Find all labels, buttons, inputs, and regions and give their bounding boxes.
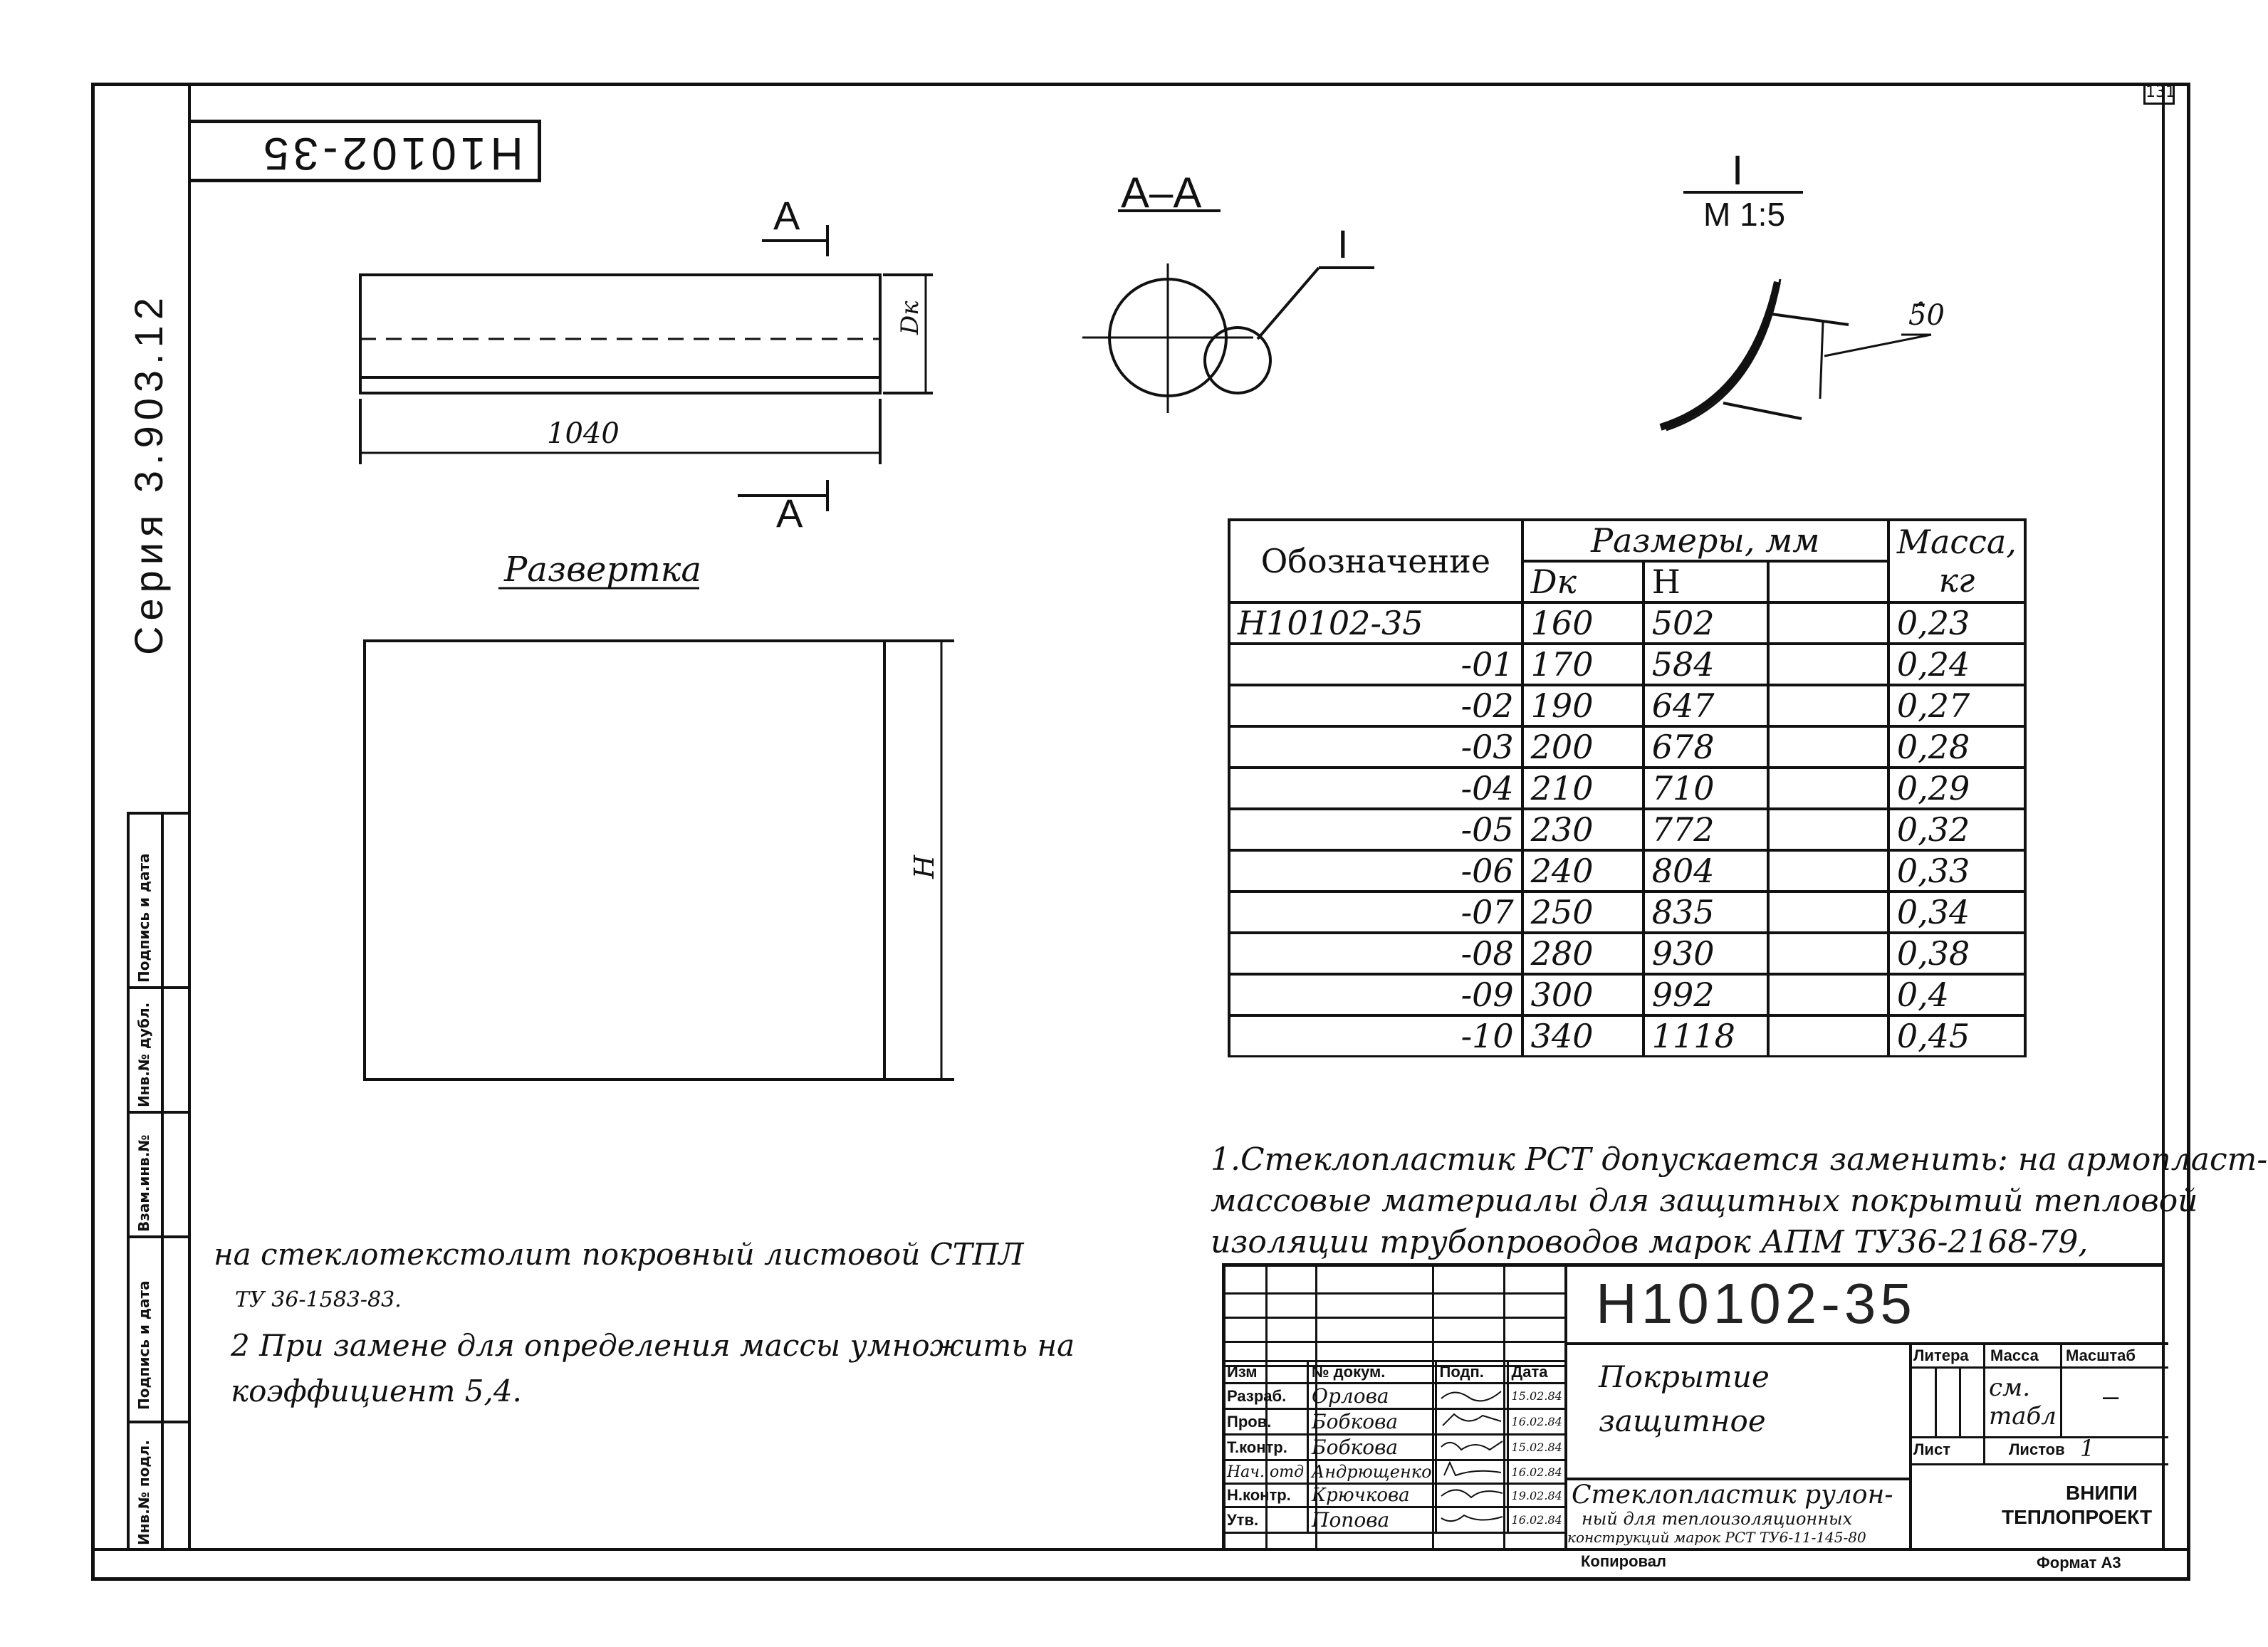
- title-mass: Масса: [1990, 1347, 2039, 1364]
- title-material-line3: конструкций марок РСТ ТУ6-11-145-80: [1567, 1529, 1866, 1546]
- row-designation: -01: [1229, 644, 1522, 685]
- row-empty: [1768, 726, 1888, 768]
- row-dk: 280: [1522, 933, 1643, 974]
- diameter-dimension: Dк: [896, 300, 924, 335]
- col-header-h: Н: [1643, 561, 1769, 602]
- sig-signature: [1436, 1484, 1507, 1507]
- sig-date: 15.02.84: [1507, 1384, 1566, 1409]
- title-litera: Литера: [1913, 1347, 1969, 1364]
- table-row: [1229, 809, 2025, 850]
- row-mass: 0,34: [1888, 892, 2025, 933]
- sig-name: Бобкова: [1308, 1435, 1436, 1460]
- title-org-line1: ВНИПИ: [2066, 1482, 2138, 1504]
- row-empty: [1768, 892, 1888, 933]
- section-mark-bottom: А: [776, 491, 803, 535]
- table-row: [1229, 850, 2025, 892]
- margin-label-inv-dubl: Инв.№ дубл.: [135, 1002, 152, 1107]
- row-mass: 0,24: [1888, 644, 2025, 685]
- col-header-mass: Масса, кг: [1888, 520, 2025, 602]
- row-mass: 0,28: [1888, 726, 2025, 768]
- table-row: [1229, 685, 2025, 726]
- height-dimension: Н: [909, 854, 940, 879]
- note1-line4: на стеклотекстолит покровный листовой СТПЛ: [214, 1237, 1024, 1272]
- sizes-table: [1228, 518, 2027, 1057]
- series-label: Серия 3.903.12: [126, 292, 171, 655]
- drawing-code-stamp: Н10102-35: [259, 128, 523, 179]
- signature-row: [1223, 1484, 1567, 1507]
- signature-scribble: [1440, 1510, 1504, 1527]
- title-name-line2: защитное: [1599, 1403, 1766, 1438]
- detail-mark: I: [1337, 221, 1349, 266]
- row-h: 710: [1643, 768, 1769, 809]
- row-h: 992: [1643, 974, 1769, 1015]
- table-row: [1229, 602, 2025, 644]
- row-empty: [1768, 1015, 1888, 1057]
- sig-role: Утв.: [1223, 1507, 1308, 1533]
- row-h: 772: [1643, 809, 1769, 850]
- row-empty: [1768, 974, 1888, 1015]
- copied-label: Копировал: [1581, 1552, 1667, 1570]
- table-row: [1229, 726, 2025, 768]
- signature-scribble: [1440, 1411, 1504, 1428]
- sig-signature: [1436, 1507, 1507, 1533]
- sig-date: 15.02.84: [1507, 1435, 1566, 1460]
- row-designation: -07: [1229, 892, 1522, 933]
- detail-thickness: 5̂0: [1908, 299, 1945, 332]
- row-mass: 0,33: [1888, 850, 2025, 892]
- row-empty: [1768, 809, 1888, 850]
- row-empty: [1768, 850, 1888, 892]
- signature-row: [1223, 1460, 1567, 1484]
- title-sheets-value: 1: [2080, 1435, 2095, 1462]
- sig-role: Н.контр.: [1223, 1484, 1308, 1507]
- sig-signature: [1436, 1409, 1507, 1435]
- col-header-designation: Обозначение: [1229, 520, 1522, 602]
- row-mass: 0,29: [1888, 768, 2025, 809]
- col-header-empty: [1768, 561, 1888, 602]
- row-empty: [1768, 768, 1888, 809]
- row-dk: 210: [1522, 768, 1643, 809]
- row-dk: 160: [1522, 602, 1643, 644]
- page-number: 131: [2146, 83, 2175, 101]
- hdr-date: Дата: [1507, 1361, 1566, 1384]
- margin-label-inv-podl: Инв.№ подл.: [135, 1440, 152, 1545]
- row-dk: 250: [1522, 892, 1643, 933]
- table-row: [1229, 974, 2025, 1015]
- row-designation: -03: [1229, 726, 1522, 768]
- length-dimension: 1040: [547, 417, 620, 450]
- title-material-line1: Стеклопластик рулон-: [1572, 1480, 1893, 1510]
- row-h: 584: [1643, 644, 1769, 685]
- row-dk: 300: [1522, 974, 1643, 1015]
- notes: [1211, 1139, 2267, 1263]
- sig-name: Андрющенко: [1308, 1460, 1436, 1484]
- detail-scale: М 1:5: [1703, 196, 1786, 233]
- section-mark-top: А: [773, 193, 800, 238]
- signature-scribble: [1440, 1437, 1504, 1454]
- row-mass: 0,4: [1888, 974, 2025, 1015]
- row-dk: 200: [1522, 726, 1643, 768]
- table-row: [1229, 1015, 2025, 1057]
- sig-role: Разраб.: [1223, 1384, 1308, 1409]
- table-row: [1229, 892, 2025, 933]
- table-row: [1229, 933, 2025, 974]
- margin-label-sign-date-2: Подпись и дата: [135, 853, 152, 983]
- sig-signature: [1436, 1384, 1507, 1409]
- signature-row: [1223, 1384, 1567, 1409]
- note1-line2: массовые материалы для защитных покрытий тепловой: [1211, 1183, 2198, 1219]
- development-label: Развертка: [504, 550, 701, 590]
- row-h: 1118: [1643, 1015, 1769, 1057]
- row-designation: -06: [1229, 850, 1522, 892]
- sig-date: 16.02.84: [1507, 1507, 1566, 1533]
- development-sheet: [365, 641, 884, 1079]
- col-header-dimensions: Размеры, мм: [1522, 520, 1888, 561]
- section-view-label: А–А: [1121, 169, 1202, 216]
- row-dk: 190: [1522, 685, 1643, 726]
- table-row: [1229, 644, 2025, 685]
- detail-arc: [1661, 282, 1777, 427]
- row-designation: Н10102-35: [1229, 602, 1522, 644]
- detail-label: I: [1732, 147, 1744, 194]
- signature-scribble: [1440, 1461, 1504, 1478]
- note2-line2: коэффициент 5,4.: [231, 1374, 522, 1408]
- sig-name: Крючкова: [1308, 1484, 1436, 1507]
- row-empty: [1768, 933, 1888, 974]
- format-label: Формат А3: [2037, 1554, 2121, 1572]
- margin-label-vzam: Взам.инв.№: [135, 1134, 152, 1232]
- row-h: 804: [1643, 850, 1769, 892]
- signature-scribble: [1440, 1485, 1504, 1502]
- title-mass-value: см. табл: [1989, 1374, 2057, 1431]
- table-row: [1229, 768, 2025, 809]
- signature-row: [1223, 1507, 1567, 1533]
- row-mass: 0,38: [1888, 933, 2025, 974]
- row-designation: -05: [1229, 809, 1522, 850]
- sig-signature: [1436, 1460, 1507, 1484]
- row-h: 930: [1643, 933, 1769, 974]
- title-material-line2: ный для теплоизоляционных: [1582, 1509, 1853, 1529]
- sig-role: Нач. отд: [1223, 1460, 1308, 1484]
- row-h: 647: [1643, 685, 1769, 726]
- hdr-izm: Изм: [1223, 1361, 1308, 1384]
- sig-signature: [1436, 1435, 1507, 1460]
- row-dk: 170: [1522, 644, 1643, 685]
- note1-line1: 1.Стеклопластик РСТ допускается заменить: на армопласт-: [1211, 1141, 2268, 1178]
- sig-name: Орлова: [1308, 1384, 1436, 1409]
- row-h: 835: [1643, 892, 1769, 933]
- signature-scribble: [1440, 1386, 1504, 1403]
- col-header-dk: Dк: [1522, 561, 1643, 602]
- sig-date: 16.02.84: [1507, 1460, 1566, 1484]
- row-designation: -02: [1229, 685, 1522, 726]
- row-dk: 230: [1522, 809, 1643, 850]
- hdr-sign: Подп.: [1436, 1361, 1507, 1384]
- sig-role: Т.контр.: [1223, 1435, 1308, 1460]
- note2-line1: 2 При замене для определения массы умножить на: [231, 1328, 1075, 1363]
- sig-date: 19.02.84: [1507, 1484, 1566, 1507]
- title-sheet: Лист: [1913, 1441, 1950, 1458]
- row-mass: 0,27: [1888, 685, 2025, 726]
- sig-date: 16.02.84: [1507, 1409, 1566, 1435]
- hdr-doc: № докум.: [1308, 1361, 1436, 1384]
- note1-line3: изоляции трубопроводов марок АПМ ТУ36-2168-79,: [1211, 1224, 2089, 1260]
- row-mass: 0,23: [1888, 602, 2025, 644]
- title-sheets: Листов: [2009, 1441, 2065, 1458]
- row-empty: [1768, 644, 1888, 685]
- signature-table: [1222, 1360, 1567, 1534]
- row-mass: 0,45: [1888, 1015, 2025, 1057]
- row-h: 502: [1643, 602, 1769, 644]
- signature-row: [1223, 1435, 1567, 1460]
- sig-name: Попова: [1308, 1507, 1436, 1533]
- row-designation: -04: [1229, 768, 1522, 809]
- pipe-side-view: [360, 275, 880, 393]
- row-empty: [1768, 685, 1888, 726]
- margin-label-sign-date-1: Подпись и дата: [135, 1280, 152, 1410]
- sig-role: Пров.: [1223, 1409, 1308, 1435]
- row-h: 678: [1643, 726, 1769, 768]
- signature-row: [1223, 1409, 1567, 1435]
- row-mass: 0,32: [1888, 809, 2025, 850]
- title-code: Н10102-35: [1596, 1272, 1916, 1335]
- row-designation: -10: [1229, 1015, 1522, 1057]
- row-empty: [1768, 602, 1888, 644]
- row-designation: -09: [1229, 974, 1522, 1015]
- sig-name: Бобкова: [1308, 1409, 1436, 1435]
- row-designation: -08: [1229, 933, 1522, 974]
- title-scale: Масштаб: [2066, 1347, 2136, 1364]
- row-dk: 340: [1522, 1015, 1643, 1057]
- notes-left: [214, 1232, 1075, 1414]
- note1-line5: ТУ 36-1583-83.: [235, 1287, 402, 1312]
- title-name-line1: Покрытие: [1599, 1359, 1770, 1394]
- row-dk: 240: [1522, 850, 1643, 892]
- title-org-line2: ТЕПЛОПРОЕКТ: [2002, 1506, 2153, 1528]
- title-scale-value: –: [2103, 1381, 2119, 1412]
